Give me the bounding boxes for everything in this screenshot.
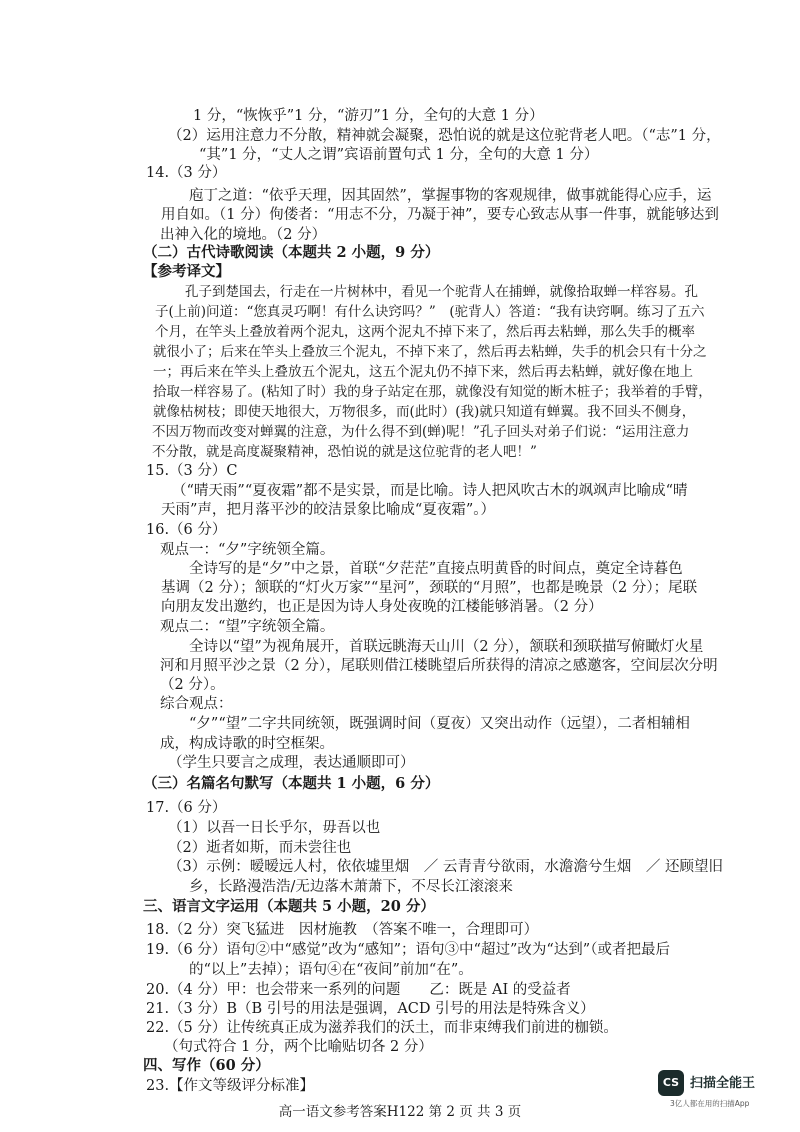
text-line: 21.（3 分）B（B 引号的用法是强调，ACD 引号的用法是特殊含义） <box>146 1001 595 1017</box>
section-heading: 【参考译文】 <box>143 263 230 280</box>
text-line: “其”1 分，“丈人之谓”宾语前置句式 1 分，全句的大意 1 分） <box>199 147 599 163</box>
translation-line: 个月，在竿头上叠放着两个泥丸，这两个泥丸不掉下来了，然后再去粘蝉，那么失手的概率 <box>155 324 695 340</box>
text-line: 基调（2 分）；颔联的“灯火万家”“星河”，颈联的“月照”，也都是晚景（2 分）；尾联 <box>161 580 698 596</box>
section-heading: （二）古代诗歌阅读（本题共 2 小题，9 分） <box>143 244 440 261</box>
section-heading: 四、写作（60 分） <box>143 1057 270 1074</box>
text-line: 20.（4 分）甲：也会带来一系列的问题 乙：既是 AI 的受益者 <box>146 982 571 998</box>
text-line: 14.（3 分） <box>146 165 227 181</box>
camscanner-logo-icon: CS <box>658 1070 684 1096</box>
section-heading: （三）名篇名句默写（本题共 1 小题，6 分） <box>143 775 440 792</box>
text-line: 天雨”声，把月落平沙的皎洁景象比喻成“夏夜霜”。） <box>161 502 495 518</box>
translation-line: 不因万物而改变对蝉翼的注意，为什么得不到(蝉)呢！”孔子回头对弟子们说：“运用注意力 <box>152 424 690 440</box>
text-line: 庖丁之道：“依乎天理，因其固然”，掌握事物的客观规律，做事就能得心应手，运 <box>189 188 712 204</box>
text-line: 18.（2 分）突飞猛进 因材施教 （答案不唯一，合理即可） <box>146 922 539 938</box>
text-line: 观点一：“夕”字统领全篇。 <box>160 542 335 558</box>
text-line: （2）逝者如斯，而未尝往也 <box>168 840 352 856</box>
text-line: 全诗写的是“夕”中之景，首联“夕茫茫”直接点明黄昏的时间点，奠定全诗暮色 <box>189 561 683 577</box>
text-line: 15.（3 分）C <box>146 463 238 479</box>
text-line: 1 分，“恢恢乎”1 分，“游刃”1 分，全句的大意 1 分） <box>193 108 544 124</box>
translation-line: 就像枯树枝；即使天地很大，万物很多，而(此时）(我)就只知道有蝉翼。我不回头不侧身， <box>153 404 696 420</box>
translation-line: 不分散，就是高度凝聚精神，恐怕说的就是这位驼背的老人吧！” <box>152 444 537 460</box>
text-line: 出神入化的境地。（2 分） <box>160 227 327 243</box>
text-line: 17.（6 分） <box>146 800 227 816</box>
translation-line: 孔子到楚国去，行走在一片树林中，看见一个驼背人在捕蝉，就像拾取蝉一样容易。孔 <box>185 284 698 300</box>
text-line: 全诗以“望”为视角展开，首联远眺海天山川（2 分），颔联和颈联描写俯瞰灯火星 <box>189 639 704 655</box>
text-line: 用自如。（1 分）佝偻者：“用志不分，乃凝于神”，要专心致志从事一件事，就能够达到 <box>161 207 719 223</box>
scanner-watermark <box>658 1070 786 1110</box>
text-line: 乡，长路漫浩浩/无边落木萧萧下，不尽长江滚滚来 <box>189 879 513 895</box>
text-line: 23.【作文等级评分标准】 <box>146 1078 315 1094</box>
page-footer: 高一语文参考答案H122 第 2 页 共 3 页 <box>278 1104 522 1120</box>
text-line: 16.（6 分） <box>146 522 227 538</box>
watermark-subtitle: 3亿人都在用的扫描App <box>670 1099 750 1108</box>
text-line: 的“以上”去掉）；语句④在“夜间”前加“在”。 <box>189 962 473 978</box>
text-line: 河和月照平沙之景（2 分），尾联则借江楼眺望后所获得的清凉之感邀客，空间层次分明 <box>160 658 718 674</box>
text-line: 综合观点： <box>160 696 233 712</box>
translation-line: 一；再后来在竿头上叠放五个泥丸，这五个泥丸仍不掉下来，然后再去粘蝉，就好像在地上 <box>153 364 693 380</box>
text-line: （2 分）。 <box>160 677 225 693</box>
section-heading: 三、语言文字运用（本题共 5 小题，20 分） <box>143 898 435 915</box>
text-line: 向朋友发出邀约，也正是因为诗人身处夜晚的江楼能够消暑。（2 分） <box>161 599 603 615</box>
translation-line: 就很小了；后来在竿头上叠放三个泥丸，不掉下来了，然后再去粘蝉，失手的机会只有十分之 <box>153 344 707 360</box>
text-line: 22.（5 分）让传统真正成为滋养我们的沃土，而非束缚我们前进的枷锁。 <box>146 1020 618 1036</box>
text-line: （学生只要言之成理，表达通顺即可） <box>168 755 415 771</box>
watermark-title: 扫描全能王 <box>690 1076 756 1091</box>
text-line: （2）运用注意力不分散，精神就会凝聚，恐怕说的就是这位驼背老人吧。（“志”1 分， <box>168 128 721 144</box>
text-line: 观点二：“望”字统领全篇。 <box>160 619 335 635</box>
translation-line: 子(上前)问道：“您真灵巧啊！有什么诀窍吗？” (驼背人）答道：“我有诀窍啊。练习了五六 <box>155 304 705 320</box>
text-line: 成，构成诗歌的时空框架。 <box>160 736 334 752</box>
translation-line: 拾取一样容易了。(粘知了时）我的身子站定在那，就像没有知觉的断木桩子；我举着的手臂， <box>153 384 712 400</box>
text-line: （3）示例：暧暧远人村，依依墟里烟 ／ 云青青兮欲雨，水澹澹兮生烟 ／ 还顾望旧 <box>168 859 723 875</box>
text-line: “夕”“望”二字共同统领，既强调时间（夏夜）又突出动作（远望），二者相辅相 <box>189 716 690 732</box>
text-line: （“晴天雨”“夏夜霜”都不是实景，而是比喻。诗人把风吹古木的飒飒声比喻成“晴 <box>172 483 688 499</box>
text-line: （句式符合 1 分，两个比喻贴切各 2 分） <box>164 1039 433 1055</box>
text-line: （1）以吾一日长乎尔，毋吾以也 <box>168 820 381 836</box>
text-line: 19.（6 分）语句②中“感觉”改为“感知”；语句③中“超过”改为“达到”（或者把最后 <box>146 942 670 958</box>
